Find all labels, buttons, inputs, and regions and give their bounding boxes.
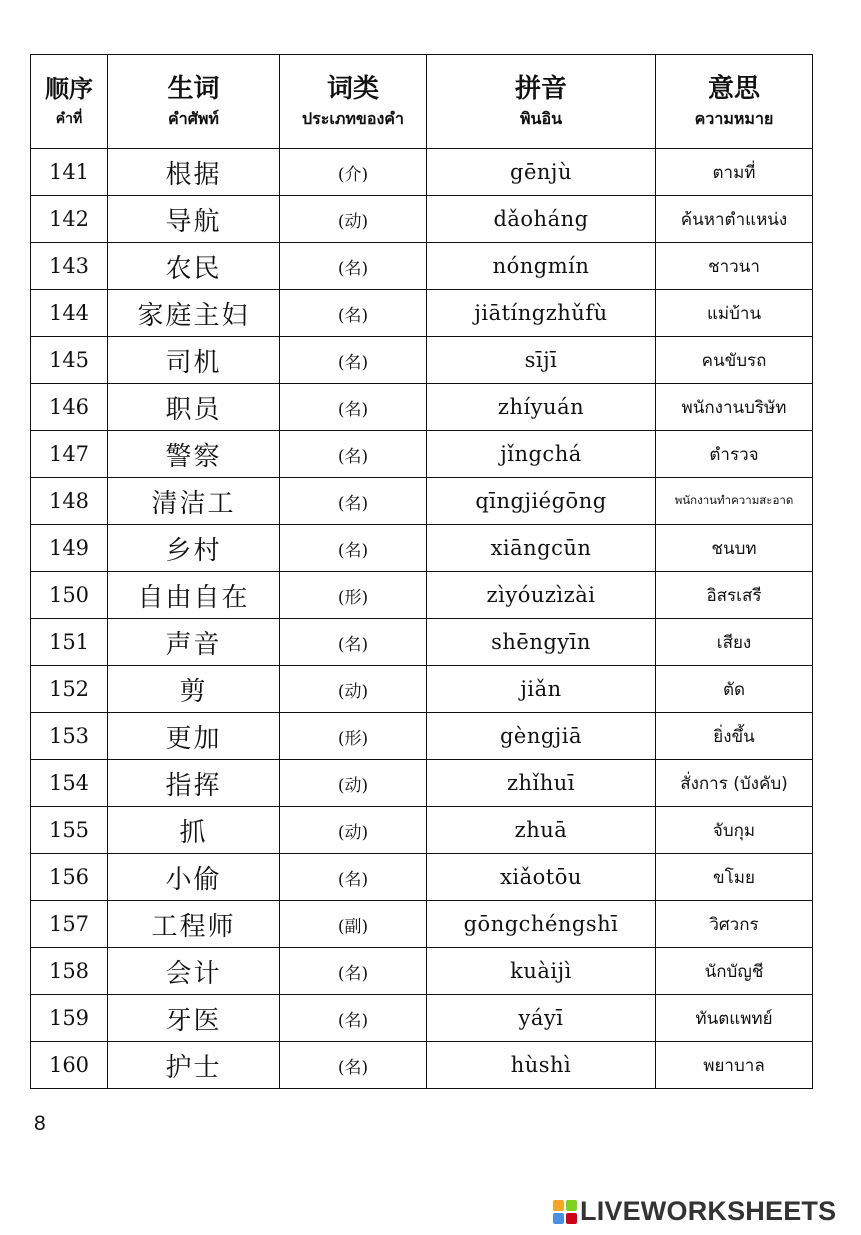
row-number: 150 (31, 572, 108, 619)
row-meaning: พนักงานบริษัท (656, 384, 813, 431)
row-part-of-speech: (名) (280, 525, 427, 572)
row-number: 160 (31, 1042, 108, 1089)
row-part-of-speech: (动) (280, 666, 427, 713)
liveworksheets-logo[interactable] (553, 1196, 836, 1227)
row-meaning: นักบัญชี (656, 948, 813, 995)
row-word: 牙医 (108, 995, 280, 1042)
header-pos-th: ประเภทของคำ (302, 108, 404, 128)
row-pinyin: qīngjiégōng (427, 478, 656, 525)
header-order-th: คำที่ (55, 110, 83, 127)
row-word: 职员 (108, 384, 280, 431)
row-pinyin: kuàijì (427, 948, 656, 995)
table-row (31, 666, 813, 713)
table-row (31, 337, 813, 384)
row-word: 乡村 (108, 525, 280, 572)
row-part-of-speech: (动) (280, 807, 427, 854)
row-meaning: ค้นหาตำแหน่ง (656, 196, 813, 243)
table-row (31, 243, 813, 290)
row-part-of-speech: (形) (280, 572, 427, 619)
row-meaning: ยิ่งขึ้น (656, 713, 813, 760)
row-word: 自由自在 (108, 572, 280, 619)
row-pinyin: gèngjiā (427, 713, 656, 760)
row-word: 根据 (108, 149, 280, 196)
logo-square-e (566, 1213, 577, 1224)
header-pinyin-th: พินอิน (519, 108, 563, 128)
row-meaning: พยาบาล (656, 1042, 813, 1089)
row-pinyin: zhǐhuī (427, 760, 656, 807)
row-part-of-speech: (名) (280, 431, 427, 478)
row-word: 护士 (108, 1042, 280, 1089)
row-part-of-speech: (名) (280, 854, 427, 901)
table-row (31, 525, 813, 572)
row-part-of-speech: (名) (280, 337, 427, 384)
header-pinyin-zh: 拼音 (514, 73, 567, 104)
row-word: 司机 (108, 337, 280, 384)
table-row (31, 290, 813, 337)
logo-square-v (553, 1213, 564, 1224)
row-number: 141 (31, 149, 108, 196)
row-meaning: ขโมย (656, 854, 813, 901)
row-part-of-speech: (名) (280, 384, 427, 431)
row-meaning: จับกุม (656, 807, 813, 854)
header-order-zh: 顺序 (45, 73, 93, 103)
row-word: 家庭主妇 (108, 290, 280, 337)
vocabulary-table (30, 54, 813, 1089)
logo-square-l (553, 1200, 564, 1211)
row-word: 警察 (108, 431, 280, 478)
header-meaning-zh: 意思 (707, 73, 760, 104)
header-pos (280, 55, 427, 149)
row-meaning: วิศวกร (656, 901, 813, 948)
row-number: 153 (31, 713, 108, 760)
header-row (31, 55, 813, 149)
row-part-of-speech: (名) (280, 995, 427, 1042)
row-number: 152 (31, 666, 108, 713)
row-meaning: อิสรเสรี (656, 572, 813, 619)
row-meaning: แม่บ้าน (656, 290, 813, 337)
row-word: 会计 (108, 948, 280, 995)
row-meaning: ตำรวจ (656, 431, 813, 478)
row-word: 指挥 (108, 760, 280, 807)
row-pinyin: xiǎotōu (427, 854, 656, 901)
row-number: 149 (31, 525, 108, 572)
liveworksheets-logo-icon (553, 1200, 577, 1224)
row-meaning: ตามที่ (656, 149, 813, 196)
table-row (31, 713, 813, 760)
row-part-of-speech: (名) (280, 948, 427, 995)
table-row (31, 478, 813, 525)
vocabulary-rows (31, 149, 813, 1089)
header-word-zh: 生词 (167, 73, 220, 104)
header-order (31, 55, 108, 149)
row-pinyin: gōngchéngshī (427, 901, 656, 948)
row-number: 146 (31, 384, 108, 431)
table-row (31, 1042, 813, 1089)
row-pinyin: xiāngcūn (427, 525, 656, 572)
row-number: 144 (31, 290, 108, 337)
row-part-of-speech: (名) (280, 619, 427, 666)
row-pinyin: gēnjù (427, 149, 656, 196)
header-word (108, 55, 280, 149)
row-word: 剪 (108, 666, 280, 713)
logo-text: LIVEWORKSHEETS (580, 1196, 837, 1226)
row-part-of-speech: (名) (280, 290, 427, 337)
table-row (31, 384, 813, 431)
row-number: 155 (31, 807, 108, 854)
row-word: 声音 (108, 619, 280, 666)
header-word-th: คำศัพท์ (168, 108, 219, 128)
row-word: 小偷 (108, 854, 280, 901)
table-row (31, 995, 813, 1042)
row-part-of-speech: (介) (280, 149, 427, 196)
table-row (31, 807, 813, 854)
row-word: 更加 (108, 713, 280, 760)
logo-square-i (566, 1200, 577, 1211)
row-meaning: ตัด (656, 666, 813, 713)
row-pinyin: dǎoháng (427, 196, 656, 243)
row-number: 156 (31, 854, 108, 901)
row-meaning: สั่งการ (บังคับ) (656, 760, 813, 807)
row-word: 农民 (108, 243, 280, 290)
header-meaning-th: ความหมาย (694, 108, 774, 128)
row-part-of-speech: (动) (280, 196, 427, 243)
row-number: 151 (31, 619, 108, 666)
row-pinyin: jiǎn (427, 666, 656, 713)
row-word: 工程师 (108, 901, 280, 948)
row-meaning: เสียง (656, 619, 813, 666)
row-number: 142 (31, 196, 108, 243)
row-part-of-speech: (名) (280, 478, 427, 525)
row-part-of-speech: (名) (280, 1042, 427, 1089)
table-row (31, 901, 813, 948)
row-pinyin: jǐngchá (427, 431, 656, 478)
row-pinyin: yáyī (427, 995, 656, 1042)
row-number: 148 (31, 478, 108, 525)
row-pinyin: zhíyuán (427, 384, 656, 431)
table-row (31, 572, 813, 619)
row-number: 145 (31, 337, 108, 384)
row-number: 157 (31, 901, 108, 948)
row-word: 导航 (108, 196, 280, 243)
row-number: 154 (31, 760, 108, 807)
row-meaning: พนักงานทำความสะอาด (656, 478, 813, 525)
row-part-of-speech: (形) (280, 713, 427, 760)
row-part-of-speech: (动) (280, 760, 427, 807)
row-meaning: ชาวนา (656, 243, 813, 290)
header-pinyin (427, 55, 656, 149)
table-row (31, 948, 813, 995)
row-pinyin: nóngmín (427, 243, 656, 290)
row-meaning: คนขับรถ (656, 337, 813, 384)
row-pinyin: zìyóuzìzài (427, 572, 656, 619)
row-word: 清洁工 (108, 478, 280, 525)
row-number: 147 (31, 431, 108, 478)
table-row (31, 619, 813, 666)
table-row (31, 431, 813, 478)
row-pinyin: zhuā (427, 807, 656, 854)
row-part-of-speech: (名) (280, 243, 427, 290)
table-row (31, 854, 813, 901)
row-number: 159 (31, 995, 108, 1042)
row-part-of-speech: (副) (280, 901, 427, 948)
header-pos-zh: 词类 (326, 73, 379, 104)
row-meaning: ชนบท (656, 525, 813, 572)
table-row (31, 149, 813, 196)
row-pinyin: hùshì (427, 1042, 656, 1089)
table-row (31, 760, 813, 807)
header-meaning (656, 55, 813, 149)
row-pinyin: sījī (427, 337, 656, 384)
page-number: 8 (34, 1112, 46, 1135)
row-number: 158 (31, 948, 108, 995)
row-number: 143 (31, 243, 108, 290)
row-pinyin: jiātíngzhǔfù (427, 290, 656, 337)
row-word: 抓 (108, 807, 280, 854)
table-row (31, 196, 813, 243)
row-meaning: ทันตแพทย์ (656, 995, 813, 1042)
row-pinyin: shēngyīn (427, 619, 656, 666)
